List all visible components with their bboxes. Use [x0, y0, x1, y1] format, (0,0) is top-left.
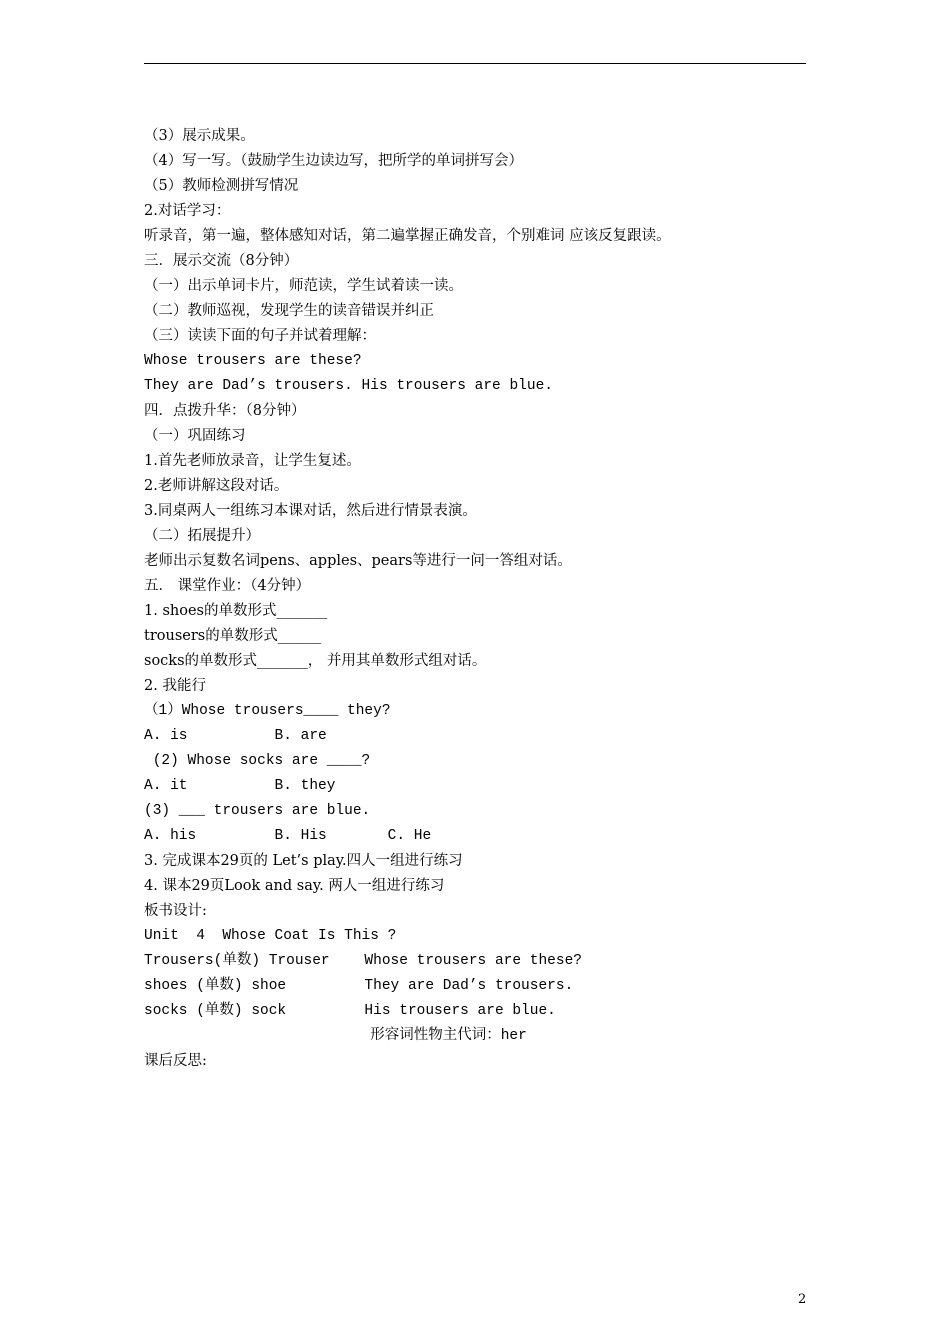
example-sentence: They are Dad’s trousers. His trousers are blue.: [144, 378, 553, 394]
text-line: 2.老师讲解这段对话。: [144, 478, 289, 494]
text-line: （4）写一写。（鼓励学生边读边写，把所学的单词拼写会）: [144, 153, 523, 169]
text-line: （二）拓展提升）: [144, 528, 260, 544]
text-line: 听录音，第一遍，整体感知对话，第二遍掌握正确发音，个别难词 应该反复跟读。: [144, 228, 671, 244]
section-heading: 五． 课堂作业：（4分钟）: [144, 578, 311, 594]
section-heading: 三．展示交流（8分钟）: [144, 253, 299, 269]
exercise-options: A. is B. are: [144, 728, 327, 744]
section-heading: 板书设计:: [144, 903, 207, 919]
board-line: shoes (单数) shoe They are Dad’s trousers.: [144, 978, 574, 994]
text-line: （一）出示单词卡片，师范读，学生试着读一读。: [144, 278, 463, 294]
exercise-item: 3. 完成课本29页的 Let’s play.四人一组进行练习: [144, 853, 463, 869]
exercise-item: socks的单数形式_______， 并用其单数形式组对话。: [144, 653, 487, 669]
exercise-options: A. his B. His C. He: [144, 828, 432, 844]
board-line: 形容词性物主代词：her: [144, 1028, 527, 1044]
text-line: （3）展示成果。: [144, 128, 255, 144]
header-rule: [144, 63, 806, 64]
section-heading: 课后反思:: [144, 1053, 207, 1069]
page-number: 2: [798, 1292, 807, 1307]
text-line: （三）读读下面的句子并试着理解：: [144, 328, 376, 344]
text-line: （二）教师巡视，发现学生的读音错误并纠正: [144, 303, 434, 319]
exercise-question: (2) Whose socks are ____?: [144, 753, 371, 769]
exercise-item: trousers的单数形式______: [144, 628, 322, 644]
example-sentence: Whose trousers are these?: [144, 353, 362, 369]
text-line: 1.首先老师放录音，让学生复述。: [144, 453, 361, 469]
text-line: 老师出示复数名词pens、apples、pears等进行一问一答组对话。: [144, 553, 572, 569]
exercise-item: 2. 我能行: [144, 678, 206, 694]
exercise-question: （1）Whose trousers____ they?: [144, 703, 391, 719]
exercise-options: A. it B. they: [144, 778, 336, 794]
exercise-question: (3) ___ trousers are blue.: [144, 803, 371, 819]
exercise-item: 1. shoes的单数形式_______: [144, 603, 328, 619]
text-line: （一）巩固练习: [144, 428, 246, 444]
exercise-item: 4. 课本29页Look and say. 两人一组进行练习: [144, 878, 445, 894]
section-heading: 四．点拨升华：（8分钟）: [144, 403, 306, 419]
text-line: 3.同桌两人一组练习本课对话，然后进行情景表演。: [144, 503, 477, 519]
text-line: 2.对话学习：: [144, 203, 231, 219]
text-line: （5）教师检测拼写情况: [144, 178, 299, 194]
board-line: Trousers(单数) Trouser Whose trousers are these?: [144, 953, 582, 969]
board-line: socks (单数) sock His trousers are blue.: [144, 1003, 556, 1019]
board-title: Unit 4 Whose Coat Is This ?: [144, 928, 397, 944]
